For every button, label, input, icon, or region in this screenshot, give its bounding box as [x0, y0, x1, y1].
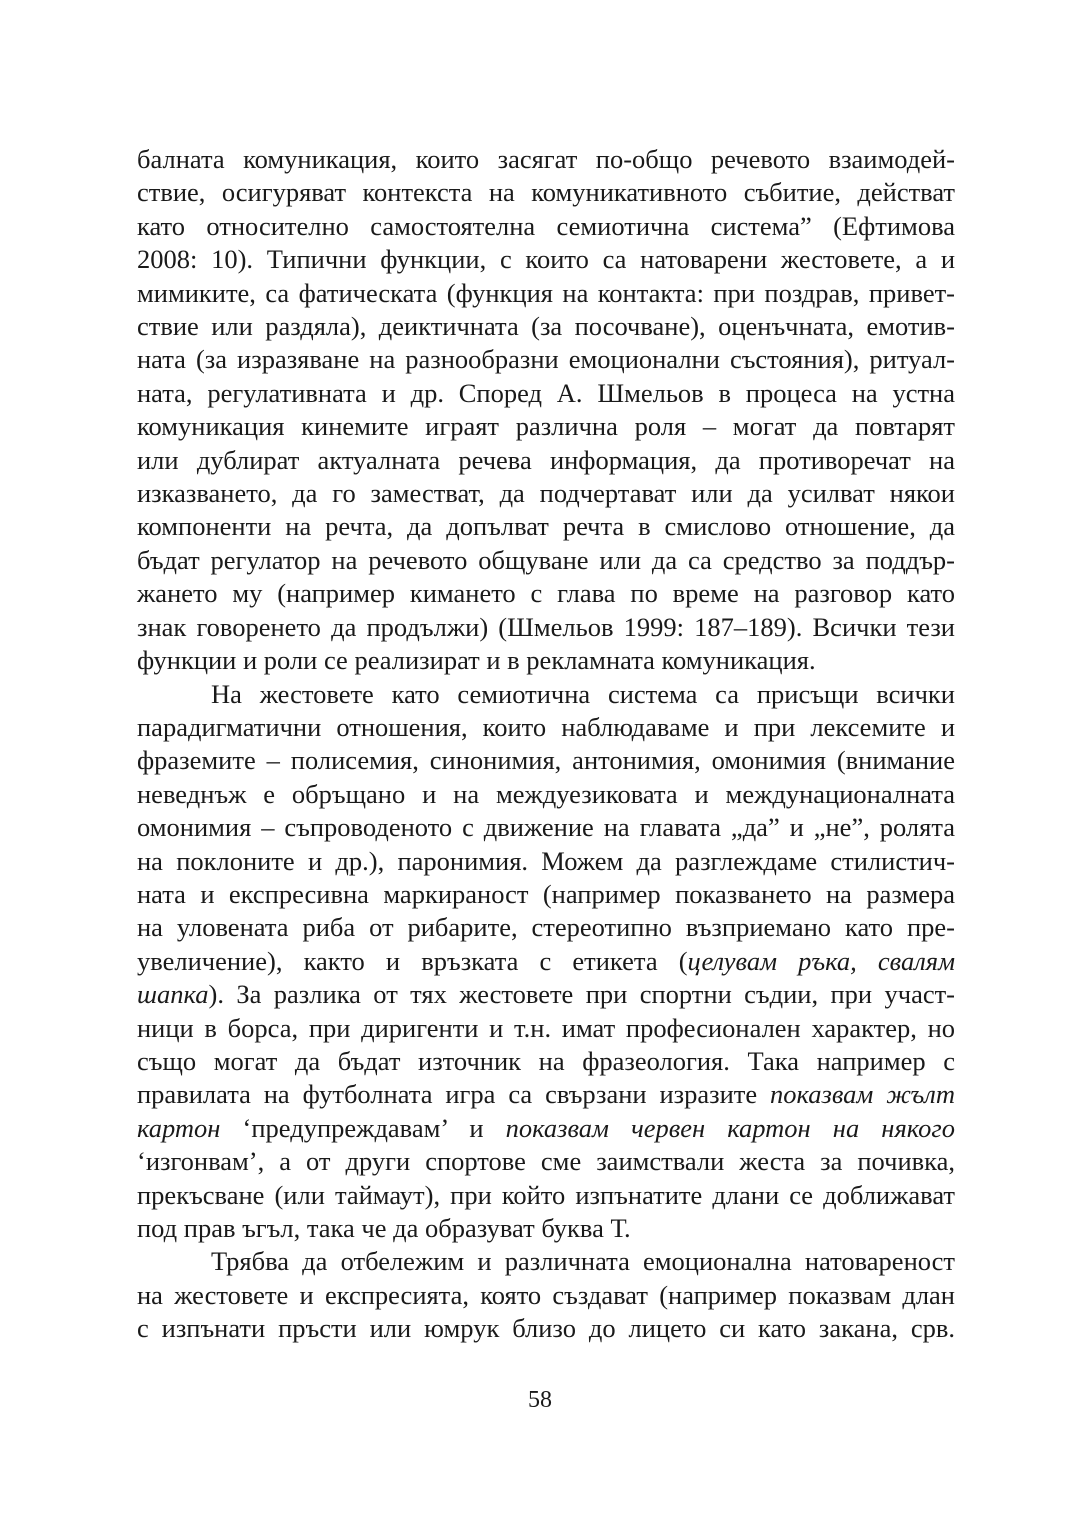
italic-phrase: шапка [137, 979, 209, 1010]
text-run: фраземите – полисемия, синонимия, антонимия, омонимия (внимание [137, 745, 955, 776]
text-line [137, 811, 955, 844]
text-run: правилата на футболната игра са свързани изразите [137, 1079, 771, 1110]
paragraph [137, 1245, 955, 1345]
italic-phrase: показвам жълт [770, 1079, 955, 1110]
text-run: на поклоните и др.), паронимия. Можем да разглеждаме стилистич- [137, 845, 955, 876]
text-line [137, 945, 955, 978]
text-line [137, 544, 955, 577]
text-line [137, 143, 955, 176]
text-run: 2008: 10). Типични функции, с които са натоварени жестовете, а и [137, 244, 955, 275]
text-run: знак говоренето да продължи) (Шмельов 1999: 187–189). Всички тези [137, 611, 955, 642]
text-line [137, 1112, 955, 1145]
text-line [137, 410, 955, 443]
text-run: ствие или раздяла), деиктичната (за посочване), оценъчната, емотив- [137, 311, 955, 342]
text-line [137, 1312, 955, 1345]
italic-phrase: картон [137, 1112, 221, 1143]
text-line [137, 1078, 955, 1111]
text-run: ната, регулативната и др. Според А. Шмельов в процеса на устна [137, 377, 955, 408]
text-run: под прав ъгъл, така че да образуват буква Т. [137, 1213, 631, 1243]
text-run: неведнъж е обръщано и на междуезиковата и междунационалната [137, 778, 955, 809]
text-line [137, 1245, 955, 1278]
text-line [137, 277, 955, 310]
text-run: ствие, осигуряват контекста на комуникативното събитие, действат [137, 177, 955, 208]
text-run: балната комуникация, които засягат по-общо речевото взаимодей- [137, 144, 955, 174]
text-run: с изпънати пръсти или юмрук близо до лицето си като закана, срв. [137, 1313, 955, 1344]
text-run: на уловената риба от рибарите, стереотипно възприемано като пре- [137, 912, 955, 943]
text-line [137, 1212, 955, 1245]
text-line [137, 978, 955, 1011]
text-line [137, 1279, 955, 1312]
text-run: ‘предупреждавам’ и [220, 1112, 506, 1143]
text-run: ната (за изразяване на разнообразни емоционални състояния), ритуал- [137, 344, 955, 375]
text-line [137, 176, 955, 209]
text-line [137, 611, 955, 644]
text-run: жането му (например кимането с глава по време на разговор като [137, 578, 955, 609]
page-number: 58 [528, 1387, 552, 1413]
text-line [137, 911, 955, 944]
italic-phrase: показвам червен картон на някого [505, 1112, 955, 1143]
text-line [137, 1179, 955, 1212]
text-run: ната и експресивна маркираност (например показването на размера [137, 878, 955, 909]
text-run: или дублират актуалната речева информация, да противоречат на [137, 444, 955, 475]
text-run: Трябва да отбележим и различната емоционална натовареност [211, 1246, 955, 1277]
text-line [137, 310, 955, 343]
text-line [137, 477, 955, 510]
text-line [137, 1045, 955, 1078]
text-line [137, 510, 955, 543]
text-line [137, 243, 955, 276]
text-run: изказването, да го заместват, да подчертават или да усилват някои [137, 478, 955, 509]
text-run: комуникация кинемите играят различна роля – могат да повтарят [137, 411, 955, 442]
text-run: На жестовете като семиотична система са присъщи всички [211, 678, 955, 709]
text-run: омонимия – съпроводеното с движение на главата „да” и „не”, ролята [137, 812, 955, 843]
text-line [137, 711, 955, 744]
text-run: ). За разлика от тях жестовете при спортни съдии, при участ- [208, 979, 955, 1010]
text-line [137, 845, 955, 878]
text-line [137, 1012, 955, 1045]
text-line [137, 778, 955, 811]
paragraph [137, 143, 955, 678]
text-run: ници в борса, при диригенти и т.н. имат професионален характер, но [137, 1012, 955, 1043]
text-run: също могат да бъдат източник на фразеология. Така например с [137, 1045, 955, 1076]
text-run: бъдат регулатор на речевото общуване или да са средство за поддър- [137, 544, 955, 575]
text-run: като относително самостоятелна семиотична система” (Ефтимова [137, 210, 955, 241]
text-run: на жестовете и експресията, която създават (например показвам длан [137, 1279, 955, 1310]
text-run: ‘изгонвам’, а от други спортове сме заимствали жеста за почивка, [137, 1146, 955, 1177]
paragraph [137, 678, 955, 1246]
text-run: прекъсване (или таймаут), при който изпънатите длани се доближават [137, 1179, 955, 1210]
text-line [137, 343, 955, 376]
text-line [137, 678, 955, 711]
text-run: компоненти на речта, да допълват речта в смислово отношение, да [137, 511, 955, 542]
text-line [137, 1145, 955, 1178]
text-line [137, 377, 955, 410]
text-run: мимиките, са фатическата (функция на контакта: при поздрав, привет- [137, 277, 955, 308]
text-line [137, 744, 955, 777]
text-line [137, 644, 955, 677]
text-run: функции и роли се реализират и в рекламната комуникация. [137, 645, 816, 676]
text-line [137, 577, 955, 610]
document-body [137, 143, 955, 1346]
italic-phrase: целувам ръка, свалям [687, 945, 955, 976]
text-run: увеличение), както и връзката с етикета ( [137, 945, 688, 976]
text-line [137, 210, 955, 243]
text-line [137, 444, 955, 477]
text-line [137, 878, 955, 911]
text-run: парадигматични отношения, които наблюдаваме и при лексемите и [137, 711, 955, 742]
